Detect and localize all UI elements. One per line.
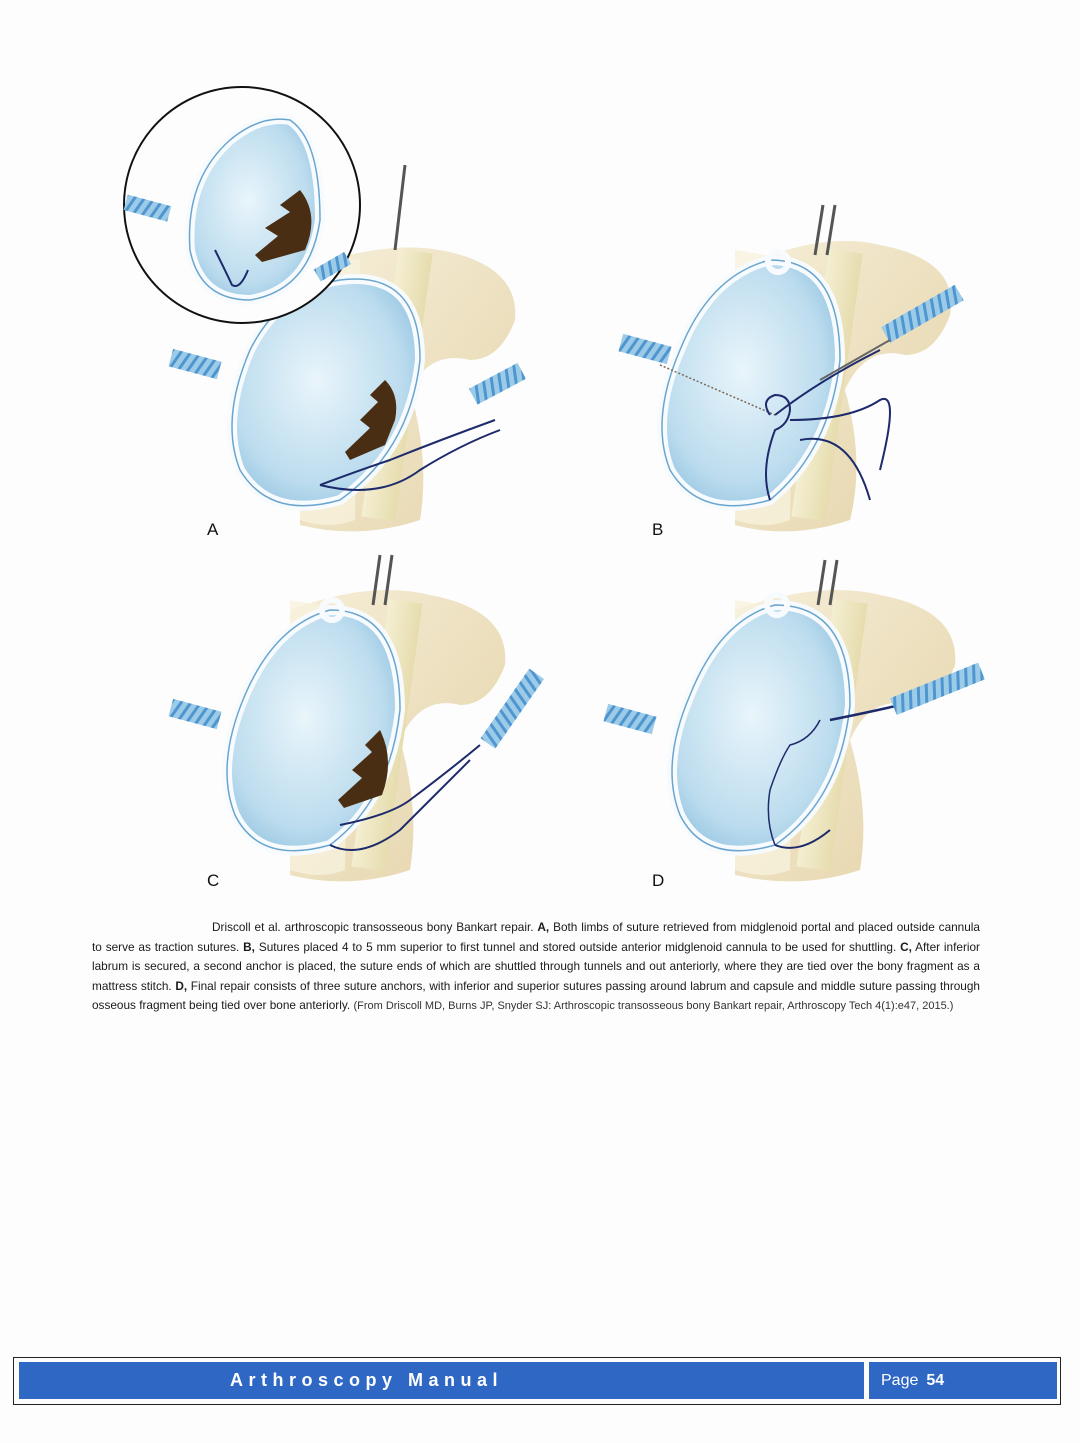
caption-label-b: B, [243,939,255,954]
panel-b-drawing [619,205,964,531]
figure-caption [92,918,980,1017]
caption-authors: Driscoll et al. [212,920,281,934]
panel-label-a: A [207,520,219,539]
caption-text-a: Both limbs of suture retrieved from midglenoid portal and placed outside cannula to serve as traction sutures. [92,920,980,954]
page-label: Page [881,1371,919,1389]
caption-source: (From Driscoll MD, Burns JP, Snyder SJ: Arthroscopic transosseous bony Bankart repair, Arthroscopy Tech 4(1):e47, 2015.) [353,1000,954,1013]
caption-text-d: Final repair consists of three suture anchors, with inferior and superior sutures passing around labrum and capsule and middle suture passing through osseous fragment being tied over bone anteriorly. [92,978,980,1013]
footer-title: Arthroscopy Manual [19,1362,864,1399]
caption-label-d: D, [175,978,188,993]
panel-d-drawing [604,560,985,881]
panel-c-drawing [169,555,545,881]
page-number: 54 [926,1371,945,1389]
panel-a-drawing [124,87,526,531]
panel-label-b: B [652,520,664,539]
panel-label-c: C [207,871,220,890]
caption-label-a: A, [537,920,550,934]
panel-label-d: D [652,871,665,890]
caption-text-b: Sutures placed 4 to 5 mm superior to first tunnel and stored outside anterior midglenoid cannula to be used for shuttling. [254,939,901,954]
caption-title: arthroscopic transosseous bony Bankart repair. [280,920,538,934]
caption-text-c: After inferior labrum is secured, a second anchor is placed, the suture ends of which are shuttled through tunnels and out anteriorly, where they are tied over the bony fragment as a mattress stitch. [92,939,980,993]
footer-page-box [869,1362,1057,1399]
caption-label-c: C, [900,939,912,954]
